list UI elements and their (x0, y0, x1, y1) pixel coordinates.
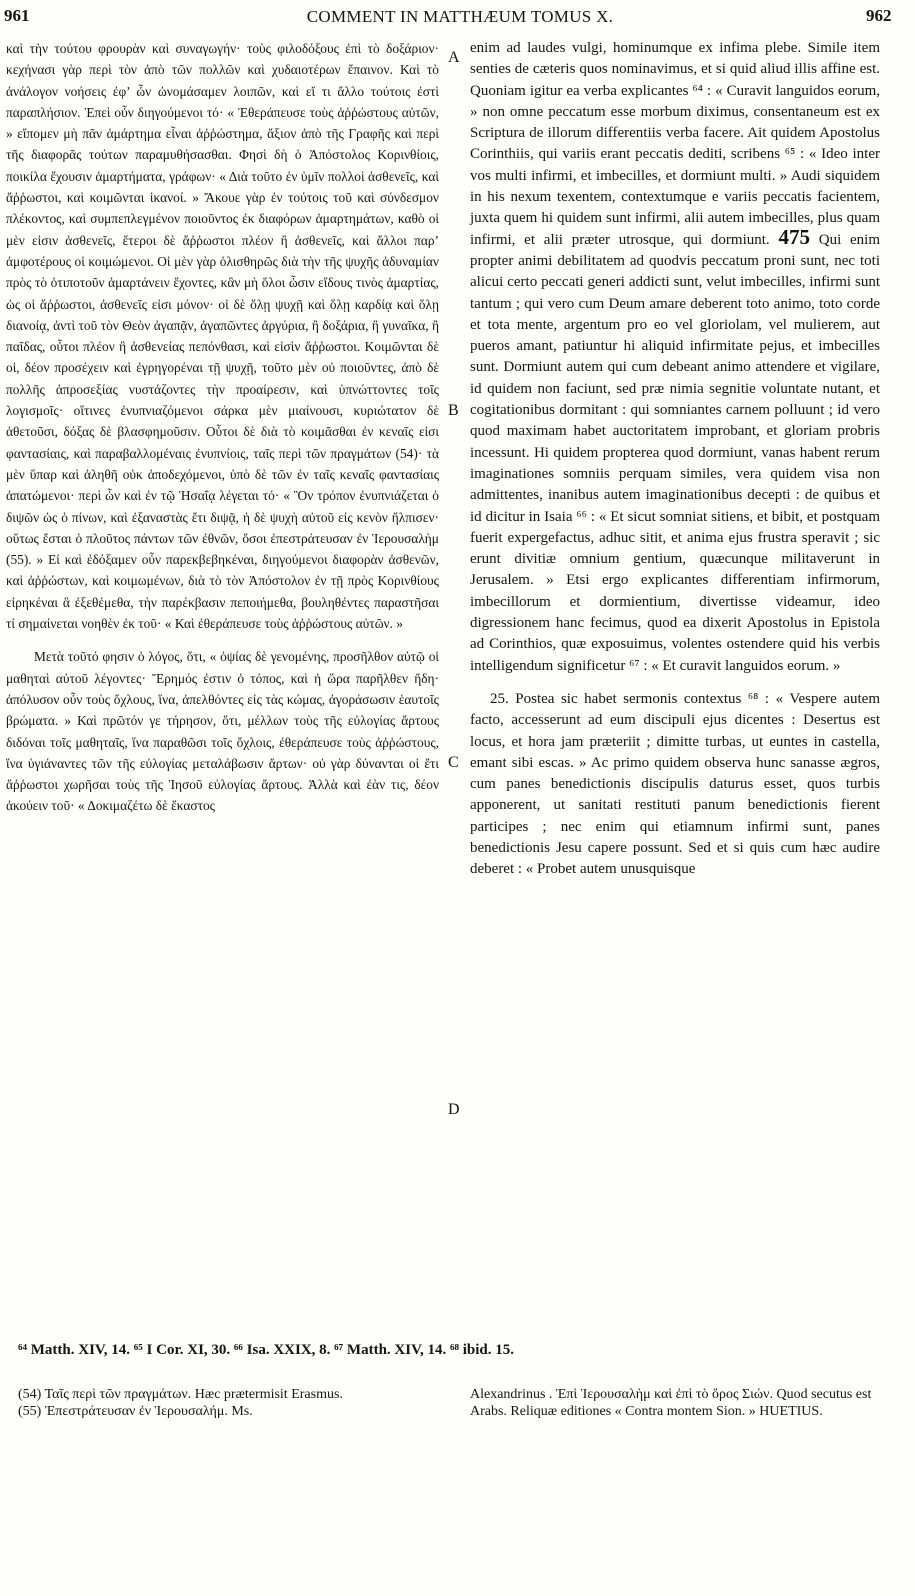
footnotes-left (18, 1386, 453, 1420)
latin-text: enim ad laudes vulgi, hominumque ex infima plebe. Simile item senties de cæteris quos nominavimus, et si quid aliud illis affine est. Quoniam igitur ea verba explicantes ⁶⁴ : « Curavit languidos eorum, » non omne peccatum esse morbum diximus, consentaneum est ex Scriptura de illorum differentiis verba facere. Ait quidem Apostolus Corinthiis, qui variis erant peccatis dediti, scribens ⁶⁵ : « Ideo inter vos multi infirmi, et imbecilles, et dormiunt multi. » Audi siquidem in his nexum texentem, contextumque e variis peccatis facientem, juxta quem hi quidem sunt infirmi, alii autem imbecilles, plus quam infirmi, et alii præter utrosque, qui dormiunt. (470, 40, 880, 248)
running-title: COMMENT IN MATTHÆUM TOMUS X. (306, 7, 614, 26)
scripture-references: ⁶⁴ Matth. XIV, 14. ⁶⁵ I Cor. XI, 30. ⁶⁶ Isa. XXIX, 8. ⁶⁷ Matth. XIV, 14. ⁶⁸ ibid. 15. (18, 1342, 514, 1358)
section-marker-d: D (448, 1101, 460, 1118)
page-number-left: 961 (4, 6, 30, 25)
footnote-55-continued: Alexandrinus . Ἐπὶ Ἱερουσαλὴμ καὶ ἐπὶ τὸ ὄρος Σιών. Quod secutus est Arabs. Reliquæ editiones « Contra montem Sion. » HUETIUS. (470, 1387, 872, 1419)
latin-paragraph: 25. Postea sic habet sermonis contextus ⁶⁸ : « Vespere autem facto, accesserunt ad eum discipuli ejus dicentes : Desertus est locus, et hora jam præteriit ; dimitte turbas, ut euntes in castella, emant sibi escas. » Ac primo quidem observa hunc sanasse ægros, cum panes benedictionis discipulis daturus esset, quos turbis apponerent, ut sanitati restituti panum benedictionis fierent participes ; nec enim qui etiamnum infirmi sunt, panes benedictionis Jesu capere possunt. Sed et si quis cum hæc audire deberet : « Probet autem unusquisque (470, 690, 880, 878)
footnote-54: (54) Ταῖς περὶ τῶν πραγμάτων. Hæc prætermisit Erasmus. (18, 1387, 343, 1402)
greek-paragraph: καὶ τὴν τούτου φρουρὰν καὶ συναγωγήν· τοὺς φιλοδόξους ἐπὶ τὸ δοξάριον· κεχήνασι γὰρ περὶ τὸν ἀπὸ τῶν πολλῶν καὶ χυδαιοτέρων ἔπαινον. Καὶ τὸ ἀνάλογον νοήσεις ἐφ’ ὧν ὠνομάσαμεν λοιπῶν, καὶ εἴ τι ἄλλο τούτοις ἐστὶ παραπλήσιον. Ἐπεὶ οὖν διηγούμενοι τό· « Ἐθεράπευσε τοὺς ἀῤῥώστους αὐτῶν, » εἴπομεν μὴ πᾶν ἁμάρτημα εἶναι ἀῤῥώστημα, ἄξιον ἀπὸ τῆς Γραφῆς καὶ περὶ τῆς διαφορᾶς τούτων παραμυθήσασθαι. Φησὶ δὴ ὁ Ἀπόστολος Κορινθίοις, ποικίλα ἔχουσιν ἁμαρτήματα, γράφων· « Διὰ τοῦτο ἐν ὑμῖν πολλοὶ ἀσθενεῖς, καὶ ἄῤῥωστοι, καὶ κοιμῶνται ἱκανοί. » Ἄκουε γὰρ ἐν τούτοις τοῦ καὶ σύνδεσμον πλέκοντος, καὶ συμπεπλεγμένον ποιοῦντος ἐκ διαφόρων ἁμαρτημάτων, καθὸ οἱ μὲν εἰσιν ἀσθενεῖς, ἕτεροι δὲ ἄῤῥωστοι πλέον ἢ ἀσθενεῖς, καὶ ἄλλοι παρ’ ἀμφοτέρους οἱ κοιμώμενοι. Οἱ μὲν γὰρ ὀλισθηρῶς διὰ τὴν τῆς ψυχῆς ἀδυναμίαν πρὸς τὸ ὁτιποτοῦν ἁμαρτάνειν ἔχοντες, κἂν μὴ ὅλοι ὦσιν εἴδους τινὸς ἁμαρτίας, ὡς οἱ ἄῤῥωστοι, ἀσθενεῖς εἰσι μόνον· οἱ δὲ ὅλῃ ψυχῇ καὶ ὅλῃ καρδίᾳ καὶ ὅλῃ διανοίᾳ, ἀντὶ τοῦ τὸν Θεὸν ἀγαπᾷν, ἀγαπῶντες ἀργύρια, ἢ δοξάρια, ἢ γυναῖκα, ἢ παῖδας, οὗτοι πλέον ἢ ἀσθενείας πεπόνθασι, καὶ εἰσὶν ἄῤῥωστοι. Κοιμῶνται δὲ οἱ, δέον προσέχειν καὶ ἐγρηγορέναι τῇ ψυχῇ, τοῦτο μὲν οὐ ποιοῦντες, ἀπὸ δὲ πολλῆς ἀπροσεξίας νυστάζοντες τὴν προαίρεσιν, καὶ ὑπνώττοντες τοῖς λογισμοῖς· οἵτινες ἐνυπνιαζόμενοι σάρκα μὲν μιαίνουσι, κυριώτατον δὲ ἀθετοῦσι, δόξας δὲ βλασφημοῦσιν. Οὗτοι δὲ διὰ τὸ κοιμᾶσθαι ἐν κεναῖς εἰσι φαντασίαις, καὶ παραβαλλομέναις ἐνυπνίοις, ταῖς περὶ τῶν πραγμάτων (54)· τὰ μὲν ὕπαρ καὶ ἀληθῆ οὐκ ἀποδεχόμενοι, ὑπὸ δὲ τῶν ἐν ταῖς κεναῖς φαντασίαις ἀπατώμενοι· περὶ ὧν καὶ ἐν τῷ Ἡσαΐᾳ λέγεται τό· « Ὃν τρόπον ἐνυπνιάζεται ὁ διψῶν ὡς ὁ πίνων, καὶ ἐξαναστὰς ἔτι διψᾷ, ἡ δὲ ψυχὴ αὐτοῦ εἰς κενὸν ἤλπισεν· οὕτως ἔσται ὁ πλοῦτος πάντων τῶν ἐθνῶν, ὅσοι ἐπεστράτευσαν ἐν Ἱερουσαλὴμ (55). » Εἰ καὶ ἐδόξαμεν οὖν παρεκβεβηκέναι, διηγούμενοι διαφορὰν ἀσθενῶν, καὶ ἀῤῥώστων, καὶ κοιμωμένων, διὰ τὸ τὸν Ἀπόστολον ἐν τῇ πρὸς Κορινθίους εἰρηκέναι ἃ ἐξεθέμεθα, τὴν παρέκβασιν πεποιήμεθα, βουληθέντες παραστῆσαι τί σημαίνεται νοηθὲν ἐκ τοῦ· « Καὶ ἐθεράπευσε τοὺς ἀῤῥώστους αὐτῶν. » (6, 41, 439, 632)
greek-column (6, 38, 439, 817)
greek-paragraph: Μετὰ τοῦτό φησιν ὁ λόγος, ὅτι, « ὀψίας δὲ γενομένης, προσῆλθον αὐτῷ οἱ μαθηταὶ αὐτοῦ λέγοντες· Ἔρημός ἐστιν ὁ τόπος, καὶ ἡ ὥρα παρῆλθεν ἤδη· ἀπόλυσον οὖν τοὺς ὄχλους, ἵνα, ἀπελθόντες εἰς τὰς κώμας, ἀγοράσωσιν ἑαυτοῖς βρώματα. » Καὶ πρῶτόν γε τήρησον, ὅτι, μέλλων τοὺς τῆς εὐλογίας ἄρτους διδόναι τοῖς μαθηταῖς, ἵνα παραθῶσι τοῖς ὄχλοις, ἐθεράπευσε τοὺς ἀῤῥώστους, ἵνα ὑγιάναντες τῶν τῆς εὐλογίας μεταλάβωσιν ἄρτων· οὐ γὰρ δύνανται οἱ ἔτι ἄῤῥωστοι χωρῆσαι τοὺς τῆς Ἰησοῦ εὐλογίας ἄρτους. Ἀλλὰ καὶ ἐὰν τις, δέον ἀκούειν τοῦ· « Δοκιμαζέτω δὲ ἕκαστος (6, 649, 439, 814)
section-marker-b: B (448, 402, 459, 419)
latin-paragraph (470, 38, 880, 677)
section-marker-c: C (448, 754, 459, 771)
section-marker-a: A (448, 49, 460, 66)
footnotes-right (470, 1386, 880, 1420)
footnote-55: (55) Ἐπεστράτευσαν ἐν Ἱερουσαλήμ. Ms. (18, 1404, 253, 1419)
latin-text: Qui enim propter animi debilitatem ad quodvis peccatum proni sunt, nec toti alicui certo peccati generi addicti sunt, velut imbecilles, infirmi sunt tantum ; qui vero cum Deum amare deberent toto animo, toto corde et tota mente, argentum pro eo vel gloriolam, vel mulierem, aut pueros amant, patiuntur hi aliquid infirmitate pejus, et imbecilles sunt. Dormiunt autem qui cum debeant animo attendere et vigilare, id quidem non faciunt, sed præ nimia segnitie voluntate nutant, et cogitationibus dormitant : qui somniantes carnem polluunt ; id vero quod maximam habet auctoritatem improbant, et gloriam probris incessunt. Hi quidem propterea quod dormiunt, vanas habent rerum imaginationes somniis perquam similes, vera quidem visa non admittentes, inanibus autem imaginationibus decepti : de quibus et id dicitur in Isaia ⁶⁶ : « Et sicut somniat sitiens, et bibit, et postquam fuerit expergefactus, adhuc sitit, et anima ejus frustra speravit ; sic erunt divitiæ omnium gentium, quæcunque militaverunt in Jerusalem. » Etsi ergo explicantes differentiam infirmorum, imbecillorum et dormientium, divertisse videamur, ideo digressionem hanc fecimus, quod ea dixerit Apostolus in Epistola ad Corinthios, quæ exposuimus, volentes ostendere quid his verbis intelligendum significetur ⁶⁷ : « Et curavit languidos eorum. » (470, 231, 881, 674)
column-number: 475 (778, 224, 810, 249)
page-number-right: 962 (866, 6, 892, 25)
latin-column (470, 38, 880, 881)
